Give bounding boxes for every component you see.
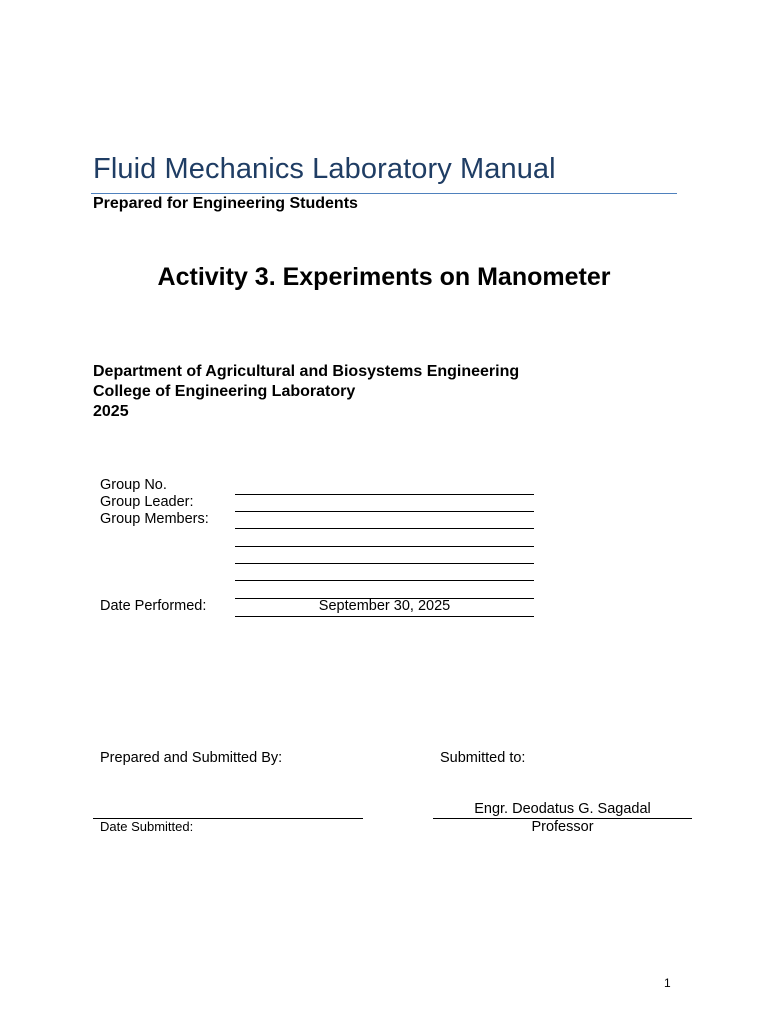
prepared-by-label: Prepared and Submitted By: (100, 750, 283, 766)
group-no-label: Group No. (100, 477, 167, 493)
date-performed-value: September 30, 2025 (318, 598, 451, 614)
group-leader-label: Group Leader: (100, 494, 194, 510)
manual-title: Fluid Mechanics Laboratory Manual (93, 153, 556, 185)
group-member-line (235, 563, 534, 564)
manual-subtitle: Prepared for Engineering Students (93, 195, 358, 212)
year-label: 2025 (93, 403, 129, 420)
submitted-to-label: Submitted to: (440, 750, 526, 766)
department-block (93, 362, 519, 422)
activity-title: Activity 3. Experiments on Manometer (157, 263, 611, 291)
page-number: 1 (664, 976, 671, 990)
group-members-label: Group Members: (100, 511, 209, 527)
professor-role: Professor (531, 819, 594, 835)
date-performed-line (235, 616, 534, 617)
group-leader-line (235, 511, 534, 512)
title-underline (91, 193, 677, 194)
date-submitted-label: Date Submitted: (100, 819, 194, 834)
group-member-line (235, 580, 534, 581)
group-member-line (235, 546, 534, 547)
professor-name: Engr. Deodatus G. Sagadal (474, 801, 651, 817)
date-performed-label: Date Performed: (100, 598, 207, 614)
group-no-line (235, 494, 534, 495)
college-name: College of Engineering Laboratory (93, 383, 356, 400)
department-name: Department of Agricultural and Biosystems Engineering (93, 363, 520, 380)
group-member-line (235, 528, 534, 529)
